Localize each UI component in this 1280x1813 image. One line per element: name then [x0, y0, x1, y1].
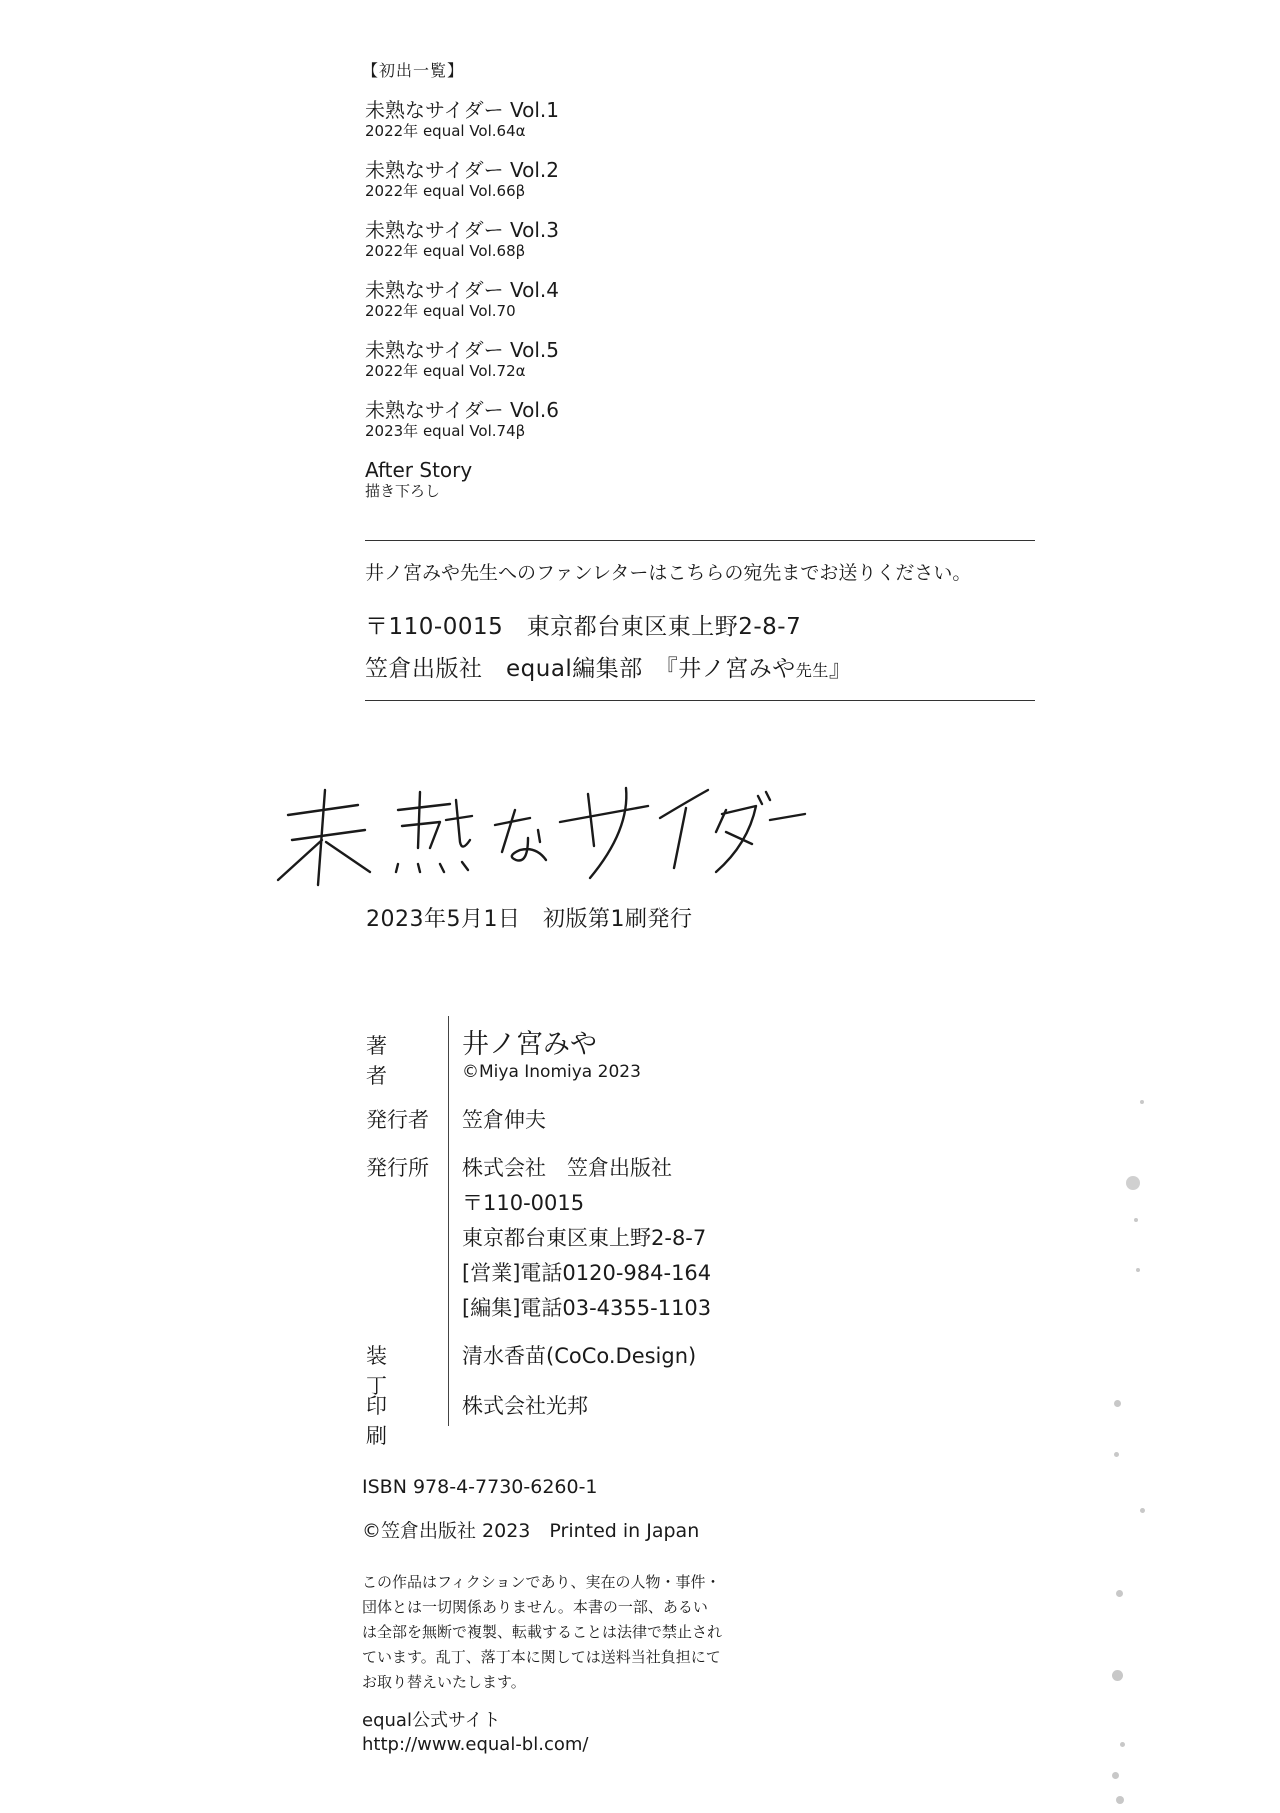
scan-speck — [1136, 1268, 1140, 1272]
scan-speck — [1116, 1590, 1123, 1597]
scan-speck — [1112, 1670, 1123, 1681]
scan-speck — [1112, 1772, 1119, 1779]
entry-title: 未熟なサイダー Vol.1 — [365, 98, 559, 122]
scan-speck — [1114, 1452, 1119, 1457]
scan-speck — [1126, 1176, 1140, 1190]
recipient-honorific: 先生 — [795, 661, 829, 680]
scan-speck — [1116, 1796, 1124, 1804]
website-url[interactable]: http://www.equal-bl.com/ — [362, 1734, 589, 1755]
entry-source: 2022年 equal Vol.72α — [365, 362, 526, 380]
entry-title: 未熟なサイダー Vol.6 — [365, 398, 559, 422]
scan-speck — [1120, 1742, 1125, 1747]
entry-source: 2022年 equal Vol.70 — [365, 302, 516, 320]
isbn: ISBN 978-4-7730-6260-1 — [362, 1476, 598, 1498]
list-item — [365, 458, 472, 500]
designer: 清水香苗(CoCo.Design) — [462, 1344, 697, 1368]
printing-label: 印刷 — [366, 1394, 404, 1448]
printer: 株式会社光邦 — [462, 1394, 588, 1418]
design-label: 装丁 — [366, 1344, 404, 1398]
sales-phone: [営業]電話0120-984-164 — [462, 1261, 712, 1285]
scan-speck — [1134, 1218, 1138, 1222]
fan-letter-notice: 井ノ宮みや先生へのファンレターはこちらの宛先までお送りください。 — [365, 562, 972, 584]
entry-title: 未熟なサイダー Vol.5 — [365, 338, 559, 362]
entry-title: 未熟なサイダー Vol.3 — [365, 218, 559, 242]
entry-source: 2022年 equal Vol.64α — [365, 122, 526, 140]
editorial-phone: [編集]電話03-4355-1103 — [462, 1296, 712, 1320]
recipient-close: 』 — [828, 656, 853, 682]
entry-source: 2022年 equal Vol.68β — [365, 242, 526, 260]
entry-title: 未熟なサイダー Vol.4 — [365, 278, 559, 302]
divider — [365, 700, 1035, 701]
fan-letter-address: 〒110-0015 東京都台東区東上野2-8-7 — [365, 614, 802, 640]
copyright: ©笠倉出版社 2023 Printed in Japan — [362, 1520, 700, 1542]
entry-source: 描き下ろし — [365, 482, 441, 500]
scan-speck — [1140, 1100, 1144, 1104]
entry-source: 2023年 equal Vol.74β — [365, 422, 526, 440]
publisher-name: 笠倉伸夫 — [462, 1108, 546, 1132]
disclaimer: この作品はフィクションであり、実在の人物・事件・団体とは一切関係ありません。本書の一部、あるいは全部を無断で複製、転載することは法律で禁止されています。乱丁、落丁本に関しては送料当社負担にてお取り替えいたします。 — [362, 1573, 723, 1691]
entry-title: 未熟なサイダー Vol.2 — [365, 158, 559, 182]
recipient-name: 笠倉出版社 equal編集部 『井ノ宮みや — [365, 656, 796, 682]
author-copyright: ©Miya Inomiya 2023 — [462, 1062, 641, 1082]
publisher-label: 発行者 — [366, 1108, 429, 1132]
list-item — [365, 158, 559, 200]
publishing-house-label: 発行所 — [366, 1156, 429, 1180]
entry-title: After Story — [365, 458, 473, 482]
list-item — [365, 338, 559, 380]
title-logo — [270, 760, 810, 895]
publishing-house: 株式会社 笠倉出版社 — [462, 1156, 672, 1180]
author-name: 井ノ宮みや — [462, 1029, 597, 1060]
first-appearance-heading: 【初出一覧】 — [362, 61, 465, 80]
list-item — [365, 398, 559, 440]
scan-speck — [1114, 1400, 1121, 1407]
fan-letter-recipient — [365, 650, 852, 683]
divider — [365, 540, 1035, 541]
website-label: equal公式サイト — [362, 1710, 501, 1731]
author-label: 著者 — [366, 1034, 404, 1088]
publisher-address: 東京都台東区東上野2-8-7 — [462, 1226, 707, 1250]
publication-date: 2023年5月1日 初版第1刷発行 — [366, 907, 693, 932]
publisher-postal-code: 〒110-0015 — [462, 1191, 585, 1215]
scan-speck — [1140, 1508, 1145, 1513]
list-item — [365, 218, 559, 260]
list-item — [365, 278, 559, 320]
list-item — [365, 98, 559, 140]
entry-source: 2022年 equal Vol.66β — [365, 182, 526, 200]
colophon-divider — [448, 1016, 449, 1426]
